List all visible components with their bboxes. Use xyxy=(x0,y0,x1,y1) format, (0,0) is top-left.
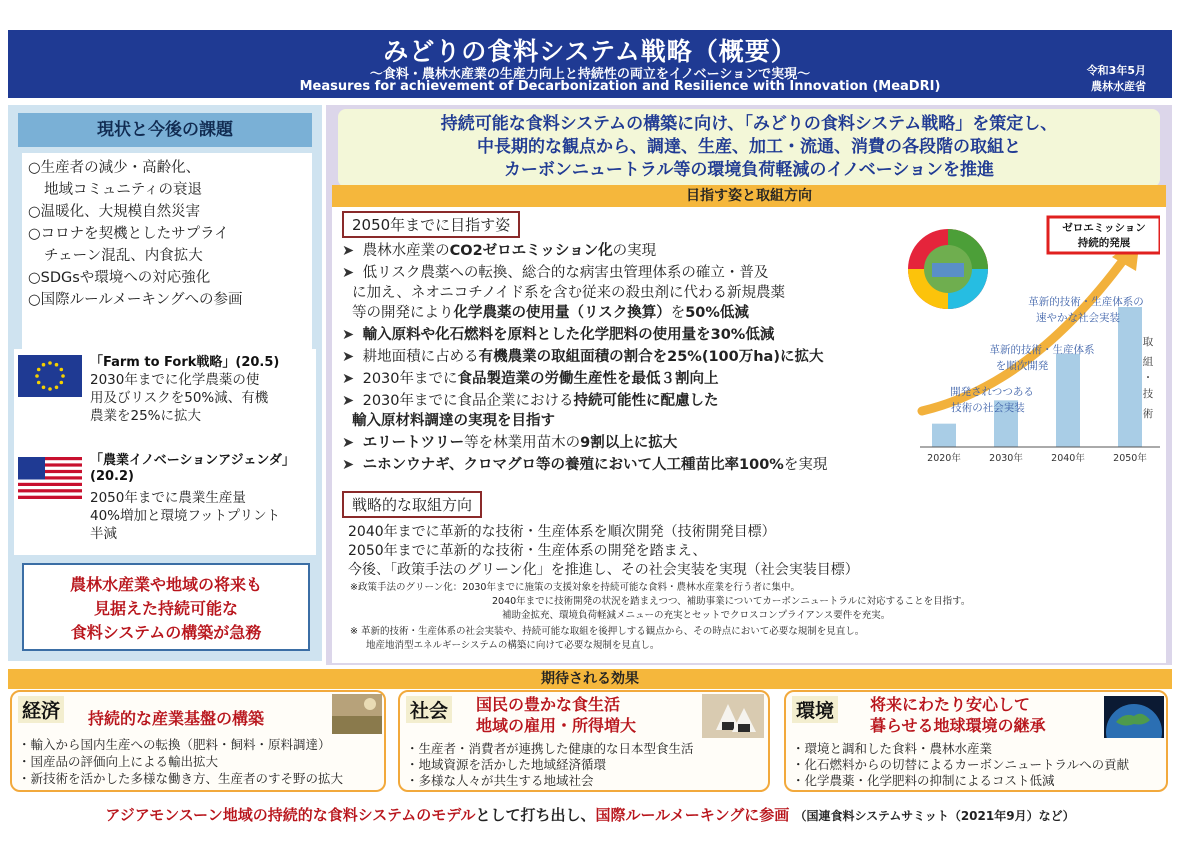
chart-tick-label: 2040年 xyxy=(1051,453,1085,464)
effect-title: 地域の雇用・所得増大 xyxy=(476,716,637,735)
earth-photo-icon xyxy=(1104,696,1164,738)
chart-bar-3 xyxy=(1118,307,1142,447)
eu-flag-icon xyxy=(18,355,82,397)
strategy-tag: 戦略的な取組方向 xyxy=(342,491,482,518)
issues-list xyxy=(22,153,312,349)
chart-annotation: 術 xyxy=(1142,408,1154,420)
vision-item: ➤ 低リスク農薬への転換、総合的な病害虫管理体系の確立・普及 xyxy=(342,265,769,281)
chart-annotation: 開発されつつある xyxy=(950,386,1034,398)
header-banner xyxy=(8,30,1172,98)
effect-item: ・化学農薬・化学肥料の抑制によるコスト低減 xyxy=(792,773,1055,788)
current-issues-panel xyxy=(8,105,322,661)
growth-chart xyxy=(902,215,1160,485)
issues-heading: 現状と今後の課題 xyxy=(18,113,312,147)
urgent-line: 見据えた持続可能な xyxy=(93,599,238,618)
chart-tick-label: 2030年 xyxy=(989,453,1023,464)
footer-part: として打ち出し、 xyxy=(475,806,596,824)
note-line: ※政策手法のグリーン化：2030年までに施策の支援対象を持続可能な食料・農林水産業を行う者に集中。 xyxy=(350,582,800,593)
banner-line: 持続可能な食料システムの構築に向け、「みどりの食料システム戦略」を策定し、 xyxy=(440,114,1058,134)
vision-item: ➤ 2030年までに食品製造業の労働生産性を最低３割向上 xyxy=(342,371,719,387)
note-line: 2040年までに技術開発の状況を踏まえつつ、補助事業についてカーボンニュートラルに対応することを目指す。 xyxy=(492,596,971,607)
sdg-wheel-icon xyxy=(908,229,988,309)
us-policy-name: 「農業イノベーションアジェンダ」 xyxy=(90,453,295,468)
effect-title: 国民の豊かな食生活 xyxy=(476,695,621,714)
publish-date: 令和3年5月 xyxy=(1086,64,1146,77)
arrow-bullet-icon: ➤ xyxy=(342,393,355,409)
issue-item-cont: チェーン混乱、内食拡大 xyxy=(44,248,203,264)
chart-annotation: 技 xyxy=(1142,388,1154,400)
effect-item: ・地域資源を活かした地域経済循環 xyxy=(406,757,607,772)
us-policy xyxy=(14,447,316,555)
chart-annotation: 組 xyxy=(1142,356,1154,368)
goals-content xyxy=(332,185,1166,663)
urgent-line: 食料システムの構築が急務 xyxy=(70,623,262,642)
chart-annotation: 技術の社会実装 xyxy=(951,402,1025,414)
eu-policy-name: 「Farm to Fork戦略」(20.5) xyxy=(90,355,280,370)
effect-economy xyxy=(10,690,386,792)
effect-label: 経済 xyxy=(18,696,64,723)
us-policy-desc: 半減 xyxy=(90,526,117,542)
chart-annotation: を順次開発 xyxy=(995,360,1049,372)
chart-annotation: 取 xyxy=(1142,336,1154,348)
us-policy-desc: 40%増加と環境フットプリント xyxy=(90,508,281,524)
vision-item: ➤ 輸入原料や化石燃料を原料とした化学肥料の使用量を30%低減 xyxy=(342,327,775,343)
eu-policy-desc: 2030年までに化学農薬の使 xyxy=(90,372,260,388)
goals-bar: 目指す姿と取組方向 xyxy=(332,185,1166,207)
chart-tick-label: 2050年 xyxy=(1113,453,1147,464)
effect-label: 社会 xyxy=(406,696,452,723)
issue-item: ○SDGsや環境への対応強化 xyxy=(28,270,211,286)
landscape-photo-icon xyxy=(332,694,382,734)
footer-part: 国際ルールメーキングに参画 xyxy=(595,806,790,824)
chart-annotation: 速やかな社会実装 xyxy=(1036,312,1120,324)
urgent-line: 農林水産業や地域の将来も xyxy=(69,575,262,594)
issue-item: ○コロナを契機としたサプライ xyxy=(28,226,229,242)
arrow-bullet-icon: ➤ xyxy=(342,371,355,387)
chart-tick-label: 2020年 xyxy=(927,453,961,464)
vision-item-cont: に加え、ネオニコチノイド系を含む従来の殺虫剤に代わる新規農薬 xyxy=(352,285,785,301)
vision-item: ➤ エリートツリー等を林業用苗木の9割以上に拡大 xyxy=(342,435,678,451)
vision-item: ➤ 耕地面積に占める有機農業の取組面積の割合を25%(100万ha)に拡大 xyxy=(342,349,824,365)
effect-item: ・生産者・消費者が連携した健康的な日本型食生活 xyxy=(406,741,694,756)
banner-line: 中長期的な観点から、調達、生産、加工・流通、消費の各段階の取組と xyxy=(477,137,1021,157)
effect-item: ・新技術を活かした多様な働き方、生産者のすそ野の拡大 xyxy=(18,771,344,786)
arrow-bullet-icon: ➤ xyxy=(342,265,355,281)
vision-item-cont: 等の開発により化学農薬の使用量（リスク換算）を50%低減 xyxy=(352,305,749,321)
chart-annotation: ゼロエミッション xyxy=(1062,222,1146,234)
vision-item-cont: 輸入原材料調達の実現を目指す xyxy=(352,413,555,429)
arrow-bullet-icon: ➤ xyxy=(342,349,355,365)
issue-item: ○温暖化、大規模自然災害 xyxy=(28,204,201,220)
arrow-bullet-icon: ➤ xyxy=(342,243,355,259)
chart-annotation: 持続的発展 xyxy=(1077,237,1131,249)
effect-title: 持続的な産業基盤の構築 xyxy=(88,709,265,728)
rice-ball-photo-icon xyxy=(702,694,764,738)
chart-annotation: 革新的技術・生産体系 xyxy=(989,344,1095,356)
effect-society xyxy=(398,690,770,792)
chart-annotation: 革新的技術・生産体系の xyxy=(1028,296,1144,308)
strategy-panel xyxy=(326,105,1172,665)
footer-message xyxy=(0,800,1180,830)
us-flag-icon xyxy=(18,457,82,499)
effect-item: ・化石燃料からの切替によるカーボンニュートラルへの貢献 xyxy=(792,757,1130,772)
issue-item: ○生産者の減少・高齢化、 xyxy=(28,160,201,176)
eu-policy-desc: 農業を25%に拡大 xyxy=(90,408,202,424)
urgent-message xyxy=(22,563,310,651)
ministry-name: 農林水産省 xyxy=(1091,80,1146,93)
issue-item: ○国際ルールメーキングへの参画 xyxy=(28,292,243,308)
effect-title: 暮らせる地球環境の継承 xyxy=(870,716,1046,735)
us-policy-desc: 2050年までに農業生産量 xyxy=(90,490,246,506)
eu-policy xyxy=(14,349,316,447)
note-line: 地産地消型エネルギーシステムの構築に向けて必要な規制を見直し。 xyxy=(366,640,660,651)
footer-part: アジアモンスーン地域の持続的な食料システムのモデル xyxy=(105,806,476,824)
arrow-bullet-icon: ➤ xyxy=(342,457,355,473)
effect-environment xyxy=(784,690,1168,792)
effect-item: ・環境と調和した食料・農林水産業 xyxy=(792,741,993,756)
arrow-bullet-icon: ➤ xyxy=(342,327,355,343)
vision-item: ➤ ニホンウナギ、クロマグロ等の養殖において人工種苗比率100%を実現 xyxy=(342,457,828,473)
effect-item: ・国産品の評価向上による輸出拡大 xyxy=(18,754,219,769)
footer-note: （国連食料システムサミット（2021年9月）など） xyxy=(794,809,1075,823)
effect-label: 環境 xyxy=(792,696,838,723)
eu-policy-desc: 用及びリスクを50%減、有機 xyxy=(90,390,269,406)
page-title: みどりの食料システム戦略（概要） xyxy=(383,37,797,66)
chart-bar-0 xyxy=(932,424,956,447)
chart-annotation: ・ xyxy=(1142,372,1154,384)
note-line: ※ 革新的技術・生産体系の社会実装や、持続可能な取組を後押しする観点から、その時点において必要な規制を見直し。 xyxy=(350,626,865,637)
strategy-line: 2040年までに革新的な技術・生産体系を順次開発（技術開発目標） xyxy=(348,524,776,540)
vision-item: ➤ 農林水産業のCO2ゼロエミッション化の実現 xyxy=(342,243,657,259)
banner-line: カーボンニュートラル等の環境負荷軽減のイノベーションを推進 xyxy=(503,160,995,180)
effects-bar: 期待される効果 xyxy=(8,669,1172,689)
chart-bar-2 xyxy=(1056,354,1080,447)
effect-item: ・輸入から国内生産への転換（肥料・飼料・原料調達） xyxy=(18,737,331,752)
vision-item: ➤ 2030年までに食品企業における持続可能性に配慮した xyxy=(342,393,719,409)
effect-title: 将来にわたり安心して xyxy=(870,695,1031,714)
strategy-line: 今後、「政策手法のグリーン化」を推進し、その社会実装を実現（社会実装目標） xyxy=(348,562,859,578)
vision-tag: 2050年までに目指す姿 xyxy=(342,211,520,238)
page-title-english: Measures for achievement of Decarbonization and Resilience with Innovation (MeaDRI) xyxy=(299,79,941,94)
us-policy-date: (20.2) xyxy=(90,469,134,484)
strategy-banner xyxy=(338,109,1160,187)
page-subtitle: ～食料・農林水産業の生産力向上と持続性の両立をイノベーションで実現～ xyxy=(369,67,811,82)
note-line: 補助金拡充、環境負荷軽減メニューの充実とセットでクロスコンプライアンス要件を充実。 xyxy=(502,610,891,621)
strategy-line: 2050年までに革新的な技術・生産体系の開発を踏まえ、 xyxy=(348,543,707,559)
effect-item: ・多様な人々が共生する地域社会 xyxy=(406,773,594,788)
issue-item-cont: 地域コミュニティの衰退 xyxy=(44,182,203,198)
arrow-bullet-icon: ➤ xyxy=(342,435,355,451)
